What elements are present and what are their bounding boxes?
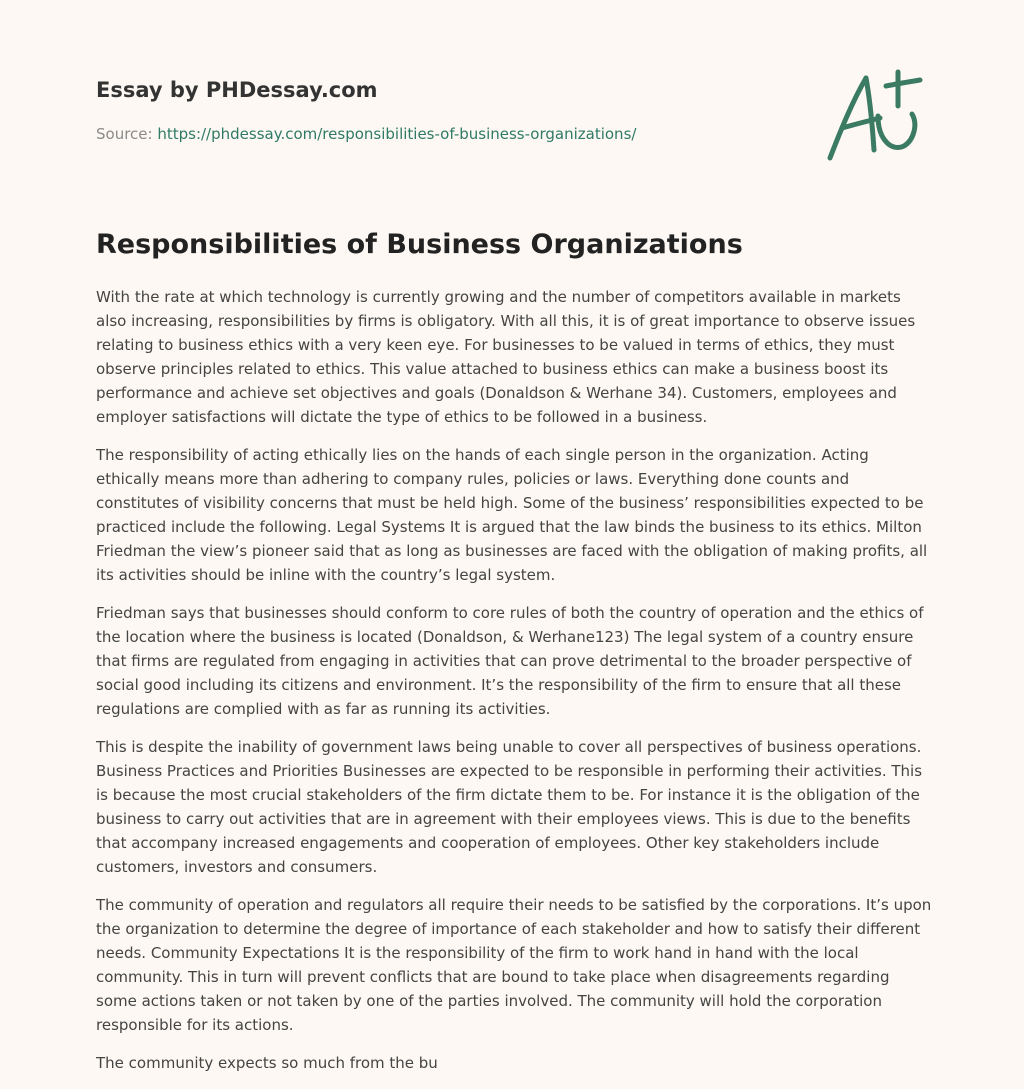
essay-body <box>96 285 932 1089</box>
source-line <box>96 124 796 144</box>
essay-title: Responsibilities of Business Organizations <box>96 229 743 260</box>
essay-paragraph: This is despite the inability of government laws being unable to cover all perspectives of business operations. Business Practices and Priorities Businesses are expected to be responsible in performing their activities. This is because the most crucial stakeholders of the firm dictate them to be. For instance it is the obligation of the business to carry out activities that are in agreement with their employees views. This is due to the benefits that accompany increased engagements and cooperation of employees. Other key stakeholders include customers, investors and consumers. <box>96 738 923 876</box>
page-header <box>96 76 796 144</box>
essay-paragraph: With the rate at which technology is currently growing and the number of competitors available in markets also increasing, responsibilities by firms is obligatory. With all this, it is of great importance to observe issues relating to business ethics with a very keen eye. For businesses to be valued in terms of ethics, they must observe principles related to ethics. This value attached to business ethics can make a business boost its performance and achieve set objectives and goals (Donaldson & Werhane 34). Customers, employees and employer satisfactions will dictate the type of ethics to be followed in a business. <box>96 288 916 426</box>
essay-paragraph: Friedman says that businesses should conform to core rules of both the country of operation and the ethics of the location where the business is located (Donaldson, & Werhane123) The legal system of a country ensure that firms are regulated from engaging in activities that can prove detrimental to the broader perspective of social good including its citizens and environment. It’s the responsibility of the firm to ensure that all these regulations are complied with as far as running its activities. <box>96 604 924 718</box>
essay-paragraph: The responsibility of acting ethically lies on the hands of each single person in the organization. Acting ethically means more than adhering to company rules, policies or laws. Everything done counts and constitutes of visibility concerns that must be held high. Some of the business’ responsibilities expected to be practiced include the following. Legal Systems It is argued that the law binds the business to its ethics. Milton Friedman the view’s pioneer said that as long as businesses are faced with the obligation of making profits, all its activities should be inline with the country’s legal system. <box>96 446 928 584</box>
essay-paragraph: The community of operation and regulators all require their needs to be satisfied by the corporations. It’s upon the organization to determine the degree of importance of each stakeholder and how to satisfy their different needs. Community Expectations It is the responsibility of the firm to work hand in hand with the local community. This in turn will prevent conflicts that are bound to take place when disagreements regarding some actions taken or not taken by one of the parties involved. The community will hold the corporation responsible for its actions. <box>96 896 932 1034</box>
site-title: Essay by PHDessay.com <box>96 78 378 102</box>
source-link[interactable]: https://phdessay.com/responsibilities-of-business-organizations/ <box>157 125 637 143</box>
source-label: Source: <box>96 125 158 143</box>
a-plus-icon <box>822 66 928 166</box>
essay-paragraph: The community expects so much from the bu <box>96 1054 438 1072</box>
